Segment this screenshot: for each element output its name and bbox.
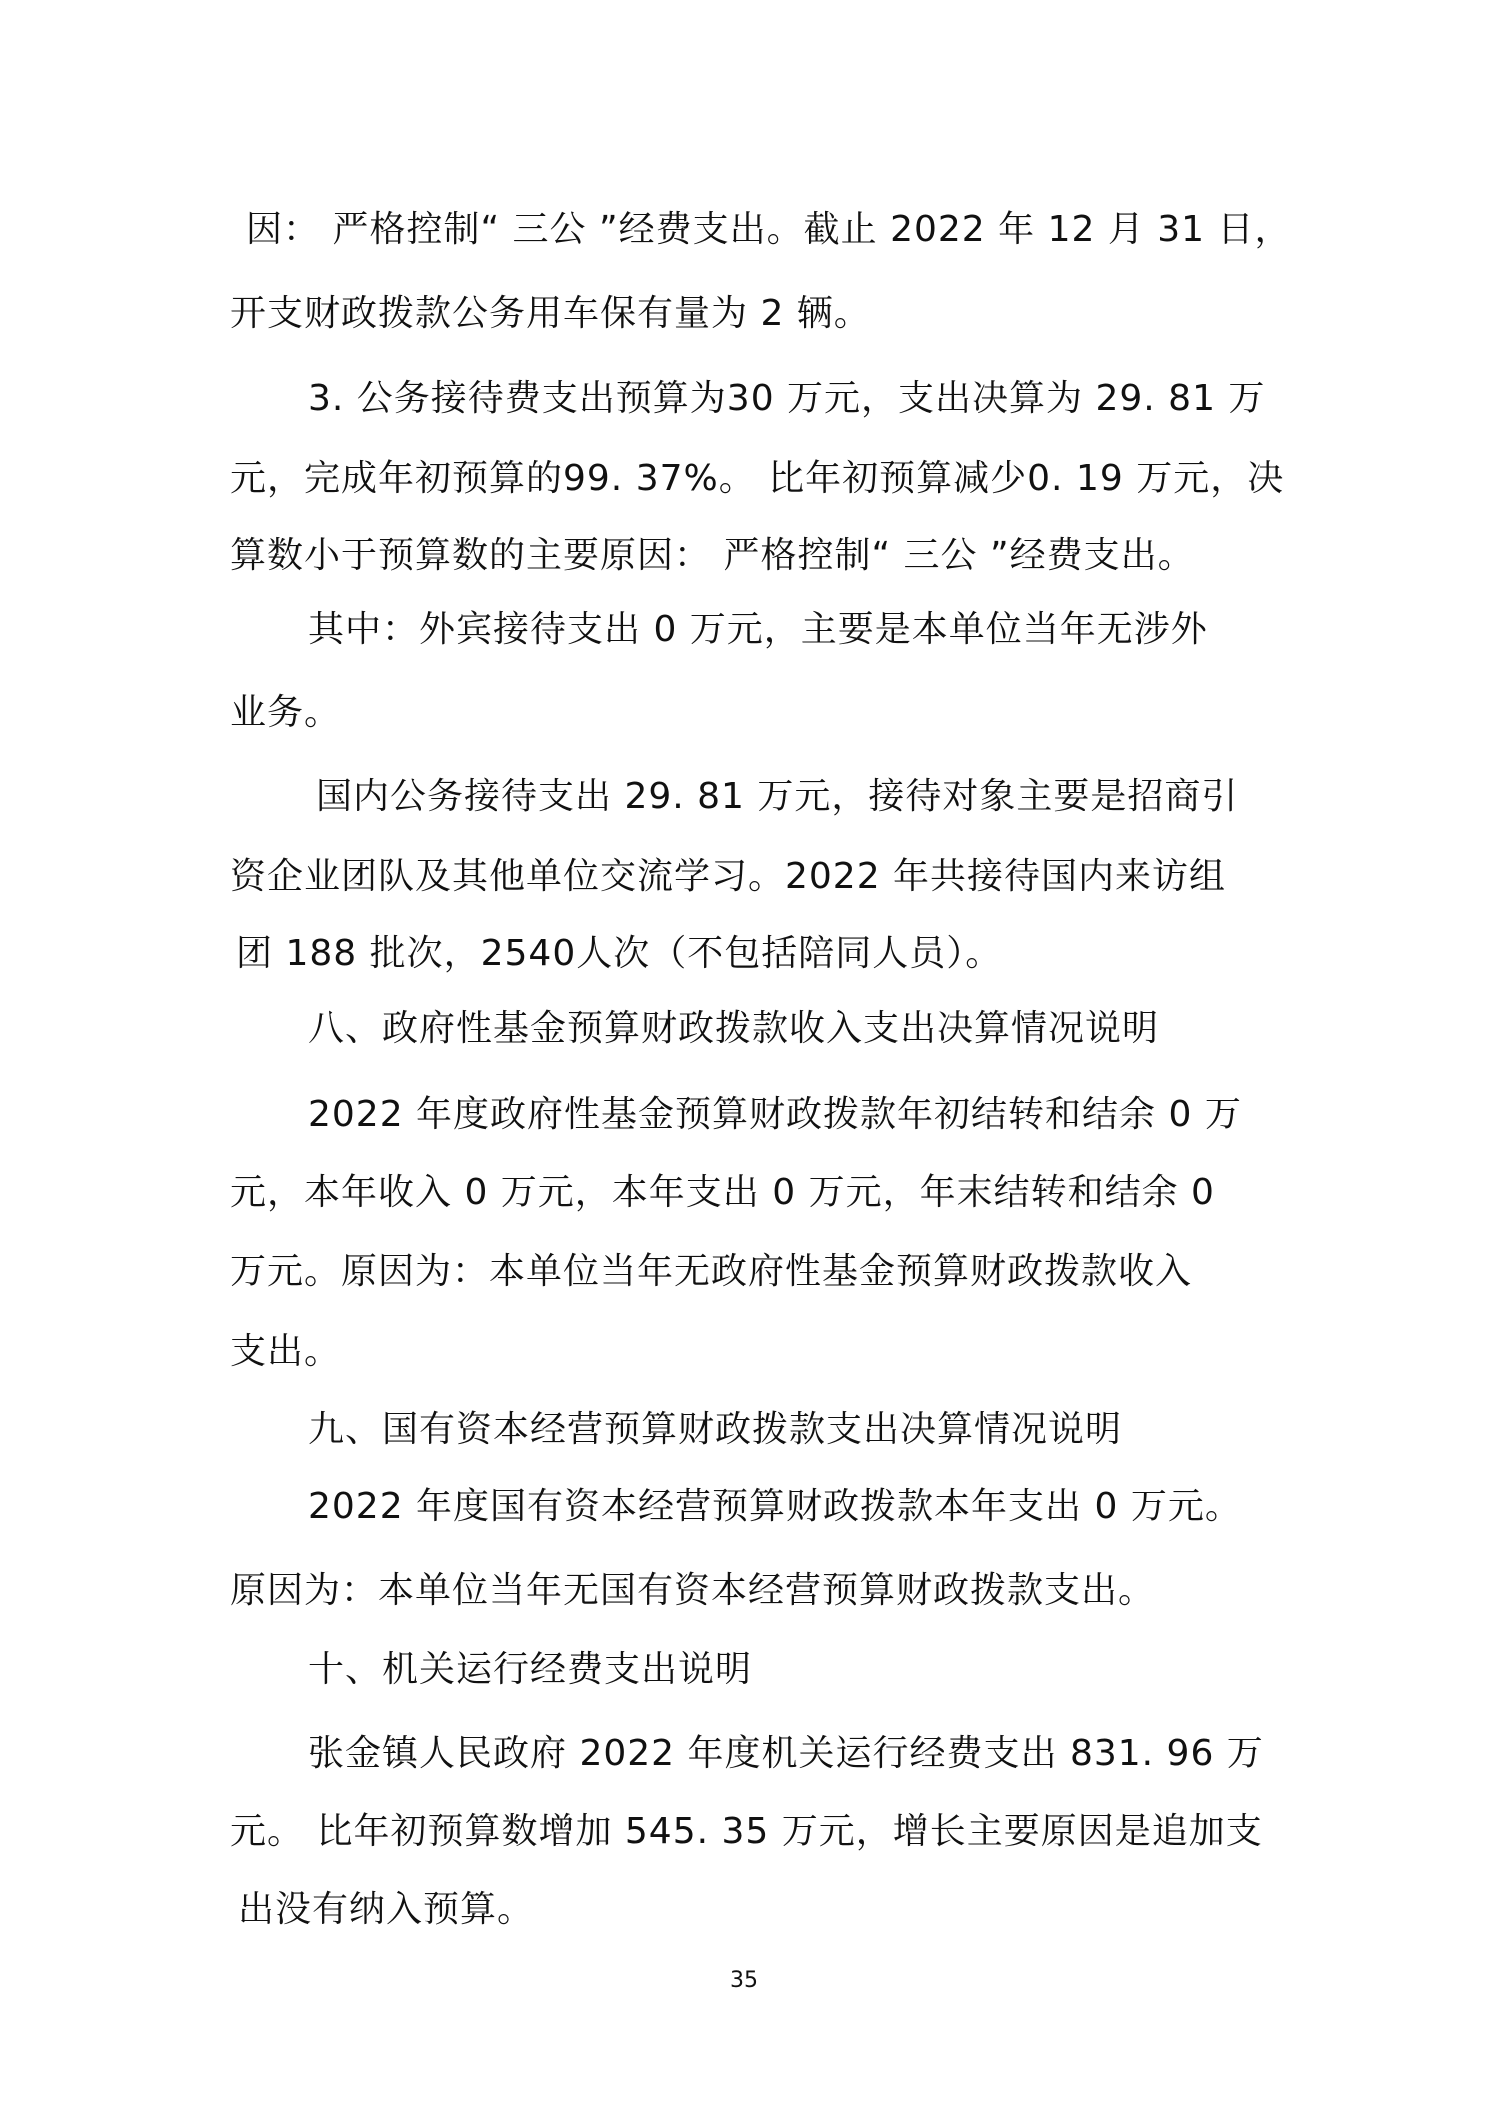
paragraph-line: 其中：外宾接待支出 0 万元，主要是本单位当年无涉外: [308, 609, 1208, 650]
paragraph-line: 2022 年度国有资本经营预算财政拨款本年支出 0 万元。: [308, 1486, 1242, 1527]
paragraph-line: 万元。原因为：本单位当年无政府性基金预算财政拨款收入: [230, 1251, 1193, 1292]
paragraph-line: 原因为：本单位当年无国有资本经营预算财政拨款支出。: [230, 1570, 1156, 1611]
paragraph-line: 业务。: [230, 692, 342, 733]
paragraph-line: 国内公务接待支出 29. 81 万元，接待对象主要是招商引: [316, 776, 1239, 817]
paragraph-line: 开支财政拨款公务用车保有量为 2 辆。: [230, 293, 871, 334]
paragraph-line: 出没有纳入预算。: [238, 1889, 535, 1930]
page-number: 35: [730, 1968, 758, 1993]
paragraph-line: 算数小于预算数的主要原因： 严格控制“ 三公 ”经费支出。: [230, 535, 1195, 576]
paragraph-line: 张金镇人民政府 2022 年度机关运行经费支出 831. 96 万: [308, 1733, 1264, 1774]
paragraph-line: 元。 比年初预算数增加 545. 35 万元，增长主要原因是追加支: [230, 1811, 1263, 1852]
paragraph-line: 2022 年度政府性基金预算财政拨款年初结转和结余 0 万: [308, 1094, 1242, 1135]
section-heading: 九、国有资本经营预算财政拨款支出决算情况说明: [308, 1409, 1123, 1450]
section-heading: 十、机关运行经费支出说明: [308, 1649, 753, 1690]
paragraph-line: 因： 严格控制“ 三公 ”经费支出。截止 2022 年 12 月 31 日，: [246, 209, 1292, 250]
section-heading: 八、政府性基金预算财政拨款收入支出决算情况说明: [308, 1008, 1160, 1049]
paragraph-line: 资企业团队及其他单位交流学习。2022 年共接待国内来访组: [230, 856, 1227, 897]
paragraph-line: 团 188 批次，2540人次（不包括陪同人员）。: [236, 933, 1003, 974]
paragraph-line: 支出。: [230, 1331, 342, 1372]
paragraph-line: 元，本年收入 0 万元，本年支出 0 万元，年末结转和结余 0: [230, 1172, 1215, 1213]
paragraph-line: 元，完成年初预算的99. 37%。 比年初预算减少0. 19 万元，决: [230, 458, 1285, 499]
paragraph-line: 3. 公务接待费支出预算为30 万元，支出决算为 29. 81 万: [308, 378, 1266, 419]
